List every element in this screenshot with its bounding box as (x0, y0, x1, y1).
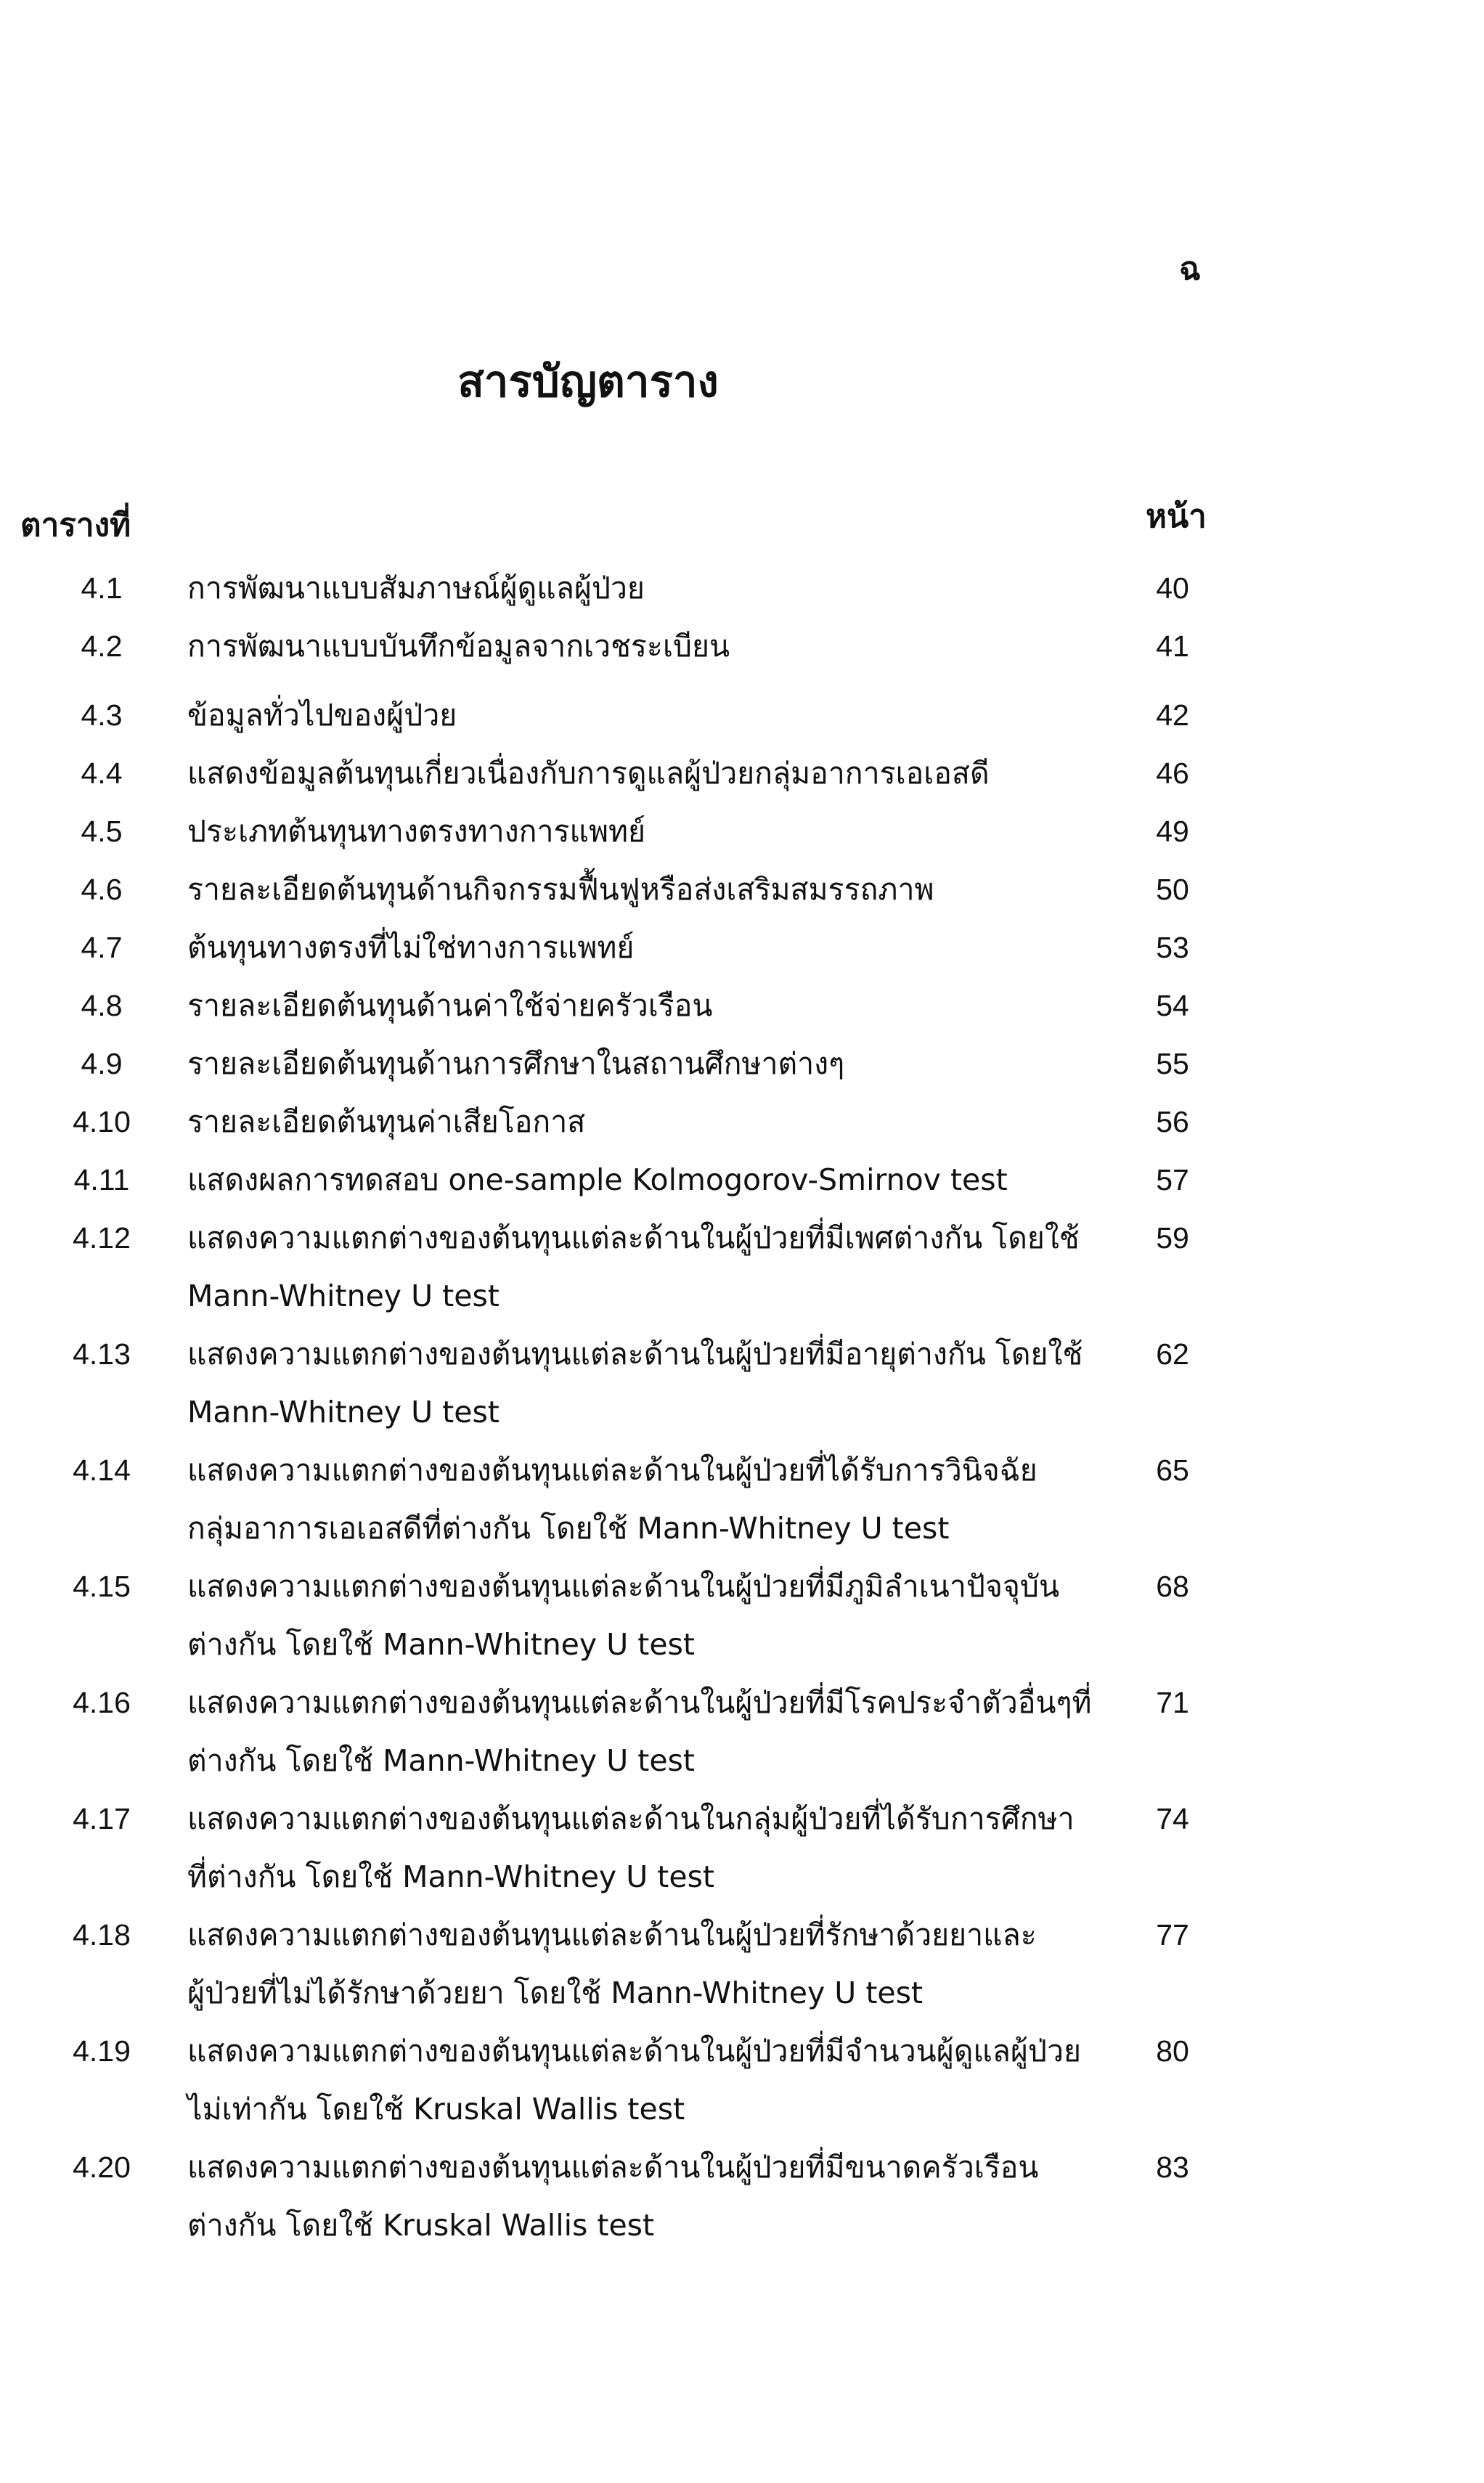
caption-line: แสดงความแตกต่างของต้นทุนแต่ละด้านในผู้ป่วยที่มีอายุต่างกัน โดยใช้ (187, 1337, 1083, 1371)
page-number: 40 (1156, 571, 1189, 605)
caption-line: ข้อมูลทั่วไปของผู้ป่วย (187, 698, 457, 733)
caption-line: รายละเอียดต้นทุนด้านกิจกรรมฟื้นฟูหรือส่งเสริมสมรรถภาพ (187, 872, 934, 907)
table-number: 4.20 (73, 2150, 131, 2184)
caption-line: แสดงความแตกต่างของต้นทุนแต่ละด้านในผู้ป่วยที่รักษาด้วยยาและ (187, 1917, 1037, 1952)
caption-line: ต้นทุนทางตรงที่ไม่ใช่ทางการแพทย์ (187, 930, 635, 965)
caption-line: ประเภทต้นทุนทางตรงทางการแพทย์ (187, 814, 646, 849)
page-number: 55 (1156, 1047, 1189, 1080)
caption-line: Mann-Whitney U test (187, 1279, 500, 1313)
table-number: 4.7 (81, 931, 123, 964)
table-number: 4.9 (81, 1047, 123, 1080)
caption-line: Mann-Whitney U test (187, 1395, 500, 1430)
caption-line: ผู้ป่วยที่ไม่ได้รักษาด้วยยา โดยใช้ Mann-Whitney U test (187, 1976, 924, 2010)
table-number: 4.5 (81, 815, 123, 848)
table-number: 4.19 (73, 2034, 131, 2068)
page-number: 56 (1156, 1105, 1189, 1138)
page-number: 65 (1156, 1453, 1189, 1487)
caption-line: แสดงความแตกต่างของต้นทุนแต่ละด้านในผู้ป่วยที่มีขนาดครัวเรือน (187, 2150, 1039, 2185)
caption-line: แสดงความแตกต่างของต้นทุนแต่ละด้านในกลุ่มผู้ป่วยที่ได้รับการศึกษา (187, 1801, 1075, 1836)
table-number: 4.15 (73, 1570, 131, 1603)
table-number: 4.13 (73, 1337, 131, 1371)
caption-line: แสดงความแตกต่างของต้นทุนแต่ละด้านในผู้ป่วยที่มีจำนวนผู้ดูแลผู้ป่วย (187, 2034, 1082, 2068)
caption-line: ต่างกัน โดยใช้ Mann-Whitney U test (187, 1627, 695, 1662)
caption-line: กลุ่มอาการเอเอสดีที่ต่างกัน โดยใช้ Mann-Whitney U test (187, 1511, 950, 1546)
table-caption (187, 977, 1131, 1035)
caption-line: ต่างกัน โดยใช้ Kruskal Wallis test (187, 2208, 655, 2243)
table-caption (187, 744, 1131, 802)
page-number: 50 (1156, 873, 1189, 906)
table-number: 4.4 (81, 757, 123, 790)
page-number: 77 (1156, 1918, 1189, 1952)
page-number: 83 (1156, 2150, 1189, 2184)
table-caption (187, 1093, 1131, 1151)
caption-line: ไม่เท่ากัน โดยใช้ Kruskal Wallis test (187, 2092, 685, 2127)
table-number: 4.3 (81, 698, 123, 732)
table-caption (187, 1325, 1131, 1441)
table-caption (187, 1209, 1131, 1325)
page-number: 62 (1156, 1337, 1189, 1371)
table-caption (187, 802, 1131, 860)
page-number: 80 (1156, 2034, 1189, 2068)
table-caption (187, 1906, 1131, 2022)
table-number: 4.10 (73, 1105, 131, 1138)
caption-line: การพัฒนาแบบบันทึกข้อมูลจากเวชระเบียน (187, 629, 730, 664)
page-number: 59 (1156, 1221, 1189, 1255)
table-caption (187, 1673, 1131, 1790)
table-caption (187, 1151, 1131, 1209)
caption-line: แสดงความแตกต่างของต้นทุนแต่ละด้านในผู้ป่วยที่มีเพศต่างกัน โดยใช้ (187, 1220, 1080, 1255)
table-number: 4.18 (73, 1918, 131, 1952)
page-number: 42 (1156, 698, 1189, 732)
table-caption (187, 860, 1131, 918)
table-number-column-header: ตารางที่ (20, 507, 131, 544)
page-number: 46 (1156, 757, 1189, 790)
page-column-header: หน้า (1146, 498, 1207, 535)
page-number: 74 (1156, 1802, 1189, 1835)
table-caption (187, 918, 1131, 977)
caption-line: ต่างกัน โดยใช้ Mann-Whitney U test (187, 1743, 695, 1778)
table-number: 4.2 (81, 629, 123, 663)
page-number: 49 (1156, 815, 1189, 848)
table-caption (187, 1790, 1131, 1906)
table-caption (187, 617, 1131, 675)
page-number: 41 (1156, 629, 1189, 663)
table-number: 4.1 (81, 571, 123, 605)
table-number: 4.12 (73, 1221, 131, 1255)
caption-line: แสดงข้อมูลต้นทุนเกี่ยวเนื่องกับการดูแลผู้ป่วยกลุ่มอาการเอเอสดี (187, 756, 990, 791)
page-number: 57 (1156, 1163, 1189, 1196)
table-caption (187, 1035, 1131, 1093)
table-number: 4.11 (73, 1163, 130, 1196)
table-caption (187, 559, 1131, 617)
table-caption (187, 2022, 1131, 2138)
caption-line: แสดงผลการทดสอบ one-sample Kolmogorov-Smirnov test (187, 1162, 1008, 1197)
table-number: 4.17 (73, 1802, 131, 1835)
page-title: สารบัญตาราง (457, 356, 719, 407)
table-number: 4.14 (73, 1453, 131, 1487)
page-number: 71 (1156, 1686, 1189, 1719)
caption-line: รายละเอียดต้นทุนด้านค่าใช้จ่ายครัวเรือน (187, 988, 713, 1023)
table-caption (187, 1557, 1131, 1673)
page-number: 68 (1156, 1570, 1189, 1603)
table-caption (187, 686, 1131, 744)
caption-line: การพัฒนาแบบสัมภาษณ์ผู้ดูแลผู้ป่วย (187, 571, 645, 606)
caption-line: แสดงความแตกต่างของต้นทุนแต่ละด้านในผู้ป่วยที่ได้รับการวินิจฉัย (187, 1453, 1037, 1488)
page-number-letter: ฉ (1179, 250, 1201, 288)
caption-line: รายละเอียดต้นทุนด้านการศึกษาในสถานศึกษาต่างๆ (187, 1046, 845, 1081)
table-number: 4.6 (81, 873, 123, 906)
table-caption (187, 1441, 1131, 1557)
caption-line: แสดงความแตกต่างของต้นทุนแต่ละด้านในผู้ป่วยที่มีภูมิลำเนาปัจจุบัน (187, 1569, 1059, 1604)
caption-line: รายละเอียดต้นทุนค่าเสียโอกาส (187, 1104, 586, 1139)
table-caption (187, 2138, 1131, 2254)
caption-line: แสดงความแตกต่างของต้นทุนแต่ละด้านในผู้ป่วยที่มีโรคประจำตัวอื่นๆที่ (187, 1685, 1092, 1720)
table-number: 4.16 (73, 1686, 131, 1719)
caption-line: ที่ต่างกัน โดยใช้ Mann-Whitney U test (187, 1859, 715, 1894)
page-number: 54 (1156, 989, 1189, 1022)
table-number: 4.8 (81, 989, 123, 1022)
page-number: 53 (1156, 931, 1189, 964)
